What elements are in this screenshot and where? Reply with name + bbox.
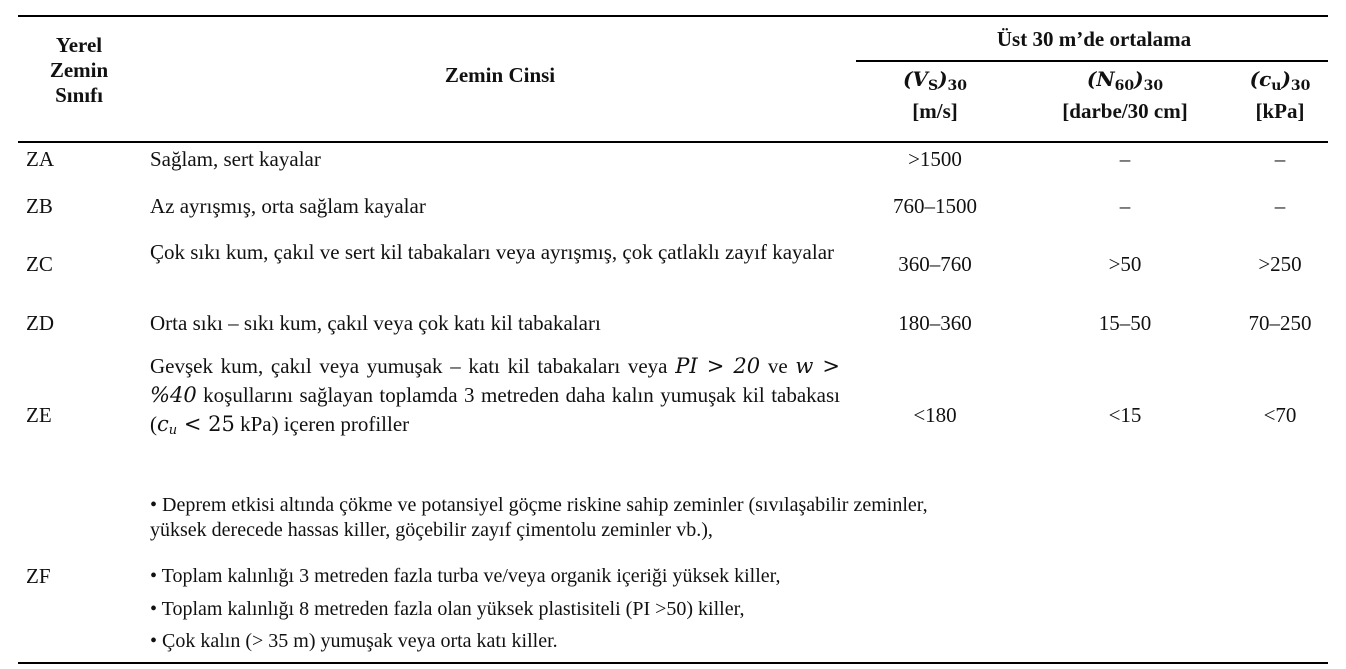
row-code: ZB <box>26 194 53 218</box>
row-vs30: <180 <box>913 403 957 427</box>
row-code: ZC <box>26 252 53 276</box>
row-n60: – <box>1119 147 1131 171</box>
n60-sub: 60 <box>1114 78 1135 94</box>
table-top-rule <box>18 15 1328 17</box>
list-item: • Çok kalın (> 35 m) yumuşak veya orta katı killer. <box>150 630 558 652</box>
list-item: • Deprem etkisi altında çökme ve potansiyel göçme riskine sahip zeminler (sıvılaşabilir zeminler, <box>150 494 928 516</box>
ze-text-and: ve <box>760 354 796 378</box>
header-local-class-line: Yerel <box>55 33 103 57</box>
n60-symbol: (N <box>1086 67 1115 91</box>
group-header-rule <box>856 60 1328 62</box>
row-description: Sağlam, sert kayalar <box>150 147 321 171</box>
vs-sub2: 30 <box>947 78 968 94</box>
row-code: ZA <box>26 147 54 171</box>
ze-condition-cu-value: < 25 <box>177 412 235 436</box>
row-cu30: >250 <box>1258 252 1302 276</box>
list-item-continuation: yüksek derecede hassas killer, göçebilir zayıf çimentolu zeminler vb.), <box>150 519 713 541</box>
row-n60: – <box>1119 194 1131 218</box>
ze-text-2: koşullarını sağlayan toplamda 3 metreden daha kalın yumuşak kil tabakası ( <box>150 383 840 436</box>
row-code: ZE <box>26 403 52 427</box>
header-local-class <box>24 33 134 108</box>
list-item: • Toplam kalınlığı 3 metreden fazla turba ve/veya organik içeriği yüksek killer, <box>150 565 781 587</box>
cu-unit: [kPa] <box>1255 99 1305 123</box>
header-n60 <box>1010 67 1240 124</box>
zf-description-list <box>150 493 1310 658</box>
header-soil-type: Zemin Cinsi <box>444 63 556 87</box>
vs-symbol: (V <box>902 67 928 91</box>
n60-unit: [darbe/30 cm] <box>1062 99 1188 123</box>
n60-close: ) <box>1134 67 1144 91</box>
vs-unit: [m/s] <box>912 99 958 123</box>
cu-close: ) <box>1281 67 1291 91</box>
row-description: Orta sıkı – sıkı kum, çakıl veya çok katı kil tabakaları <box>150 311 601 335</box>
cu-sub: u <box>1271 78 1282 94</box>
row-description: Çok sıkı kum, çakıl ve sert kil tabakaları veya ayrışmış, çok çatlaklı zayıf kayalar <box>150 240 835 264</box>
header-vs30 <box>860 67 1010 124</box>
row-code: ZD <box>26 311 54 335</box>
row-vs30: 360–760 <box>898 252 972 276</box>
row-n60: 15–50 <box>1098 311 1152 335</box>
ze-condition-cu-sub: u <box>168 423 178 438</box>
ze-condition-w: w > %40 <box>150 354 841 407</box>
header-bottom-rule <box>18 141 1328 143</box>
vs-close: ) <box>938 67 948 91</box>
ze-condition-cu: c <box>157 412 169 436</box>
header-group-title: Üst 30 m’de ortalama <box>996 27 1192 51</box>
ze-text-3: kPa) içeren profiller <box>234 412 410 436</box>
list-item: • Toplam kalınlığı 8 metreden fazla olan yüksek plastisiteli (PI >50) killer, <box>150 598 745 620</box>
row-n60: <15 <box>1108 403 1142 427</box>
row-cu30: – <box>1274 147 1286 171</box>
header-local-class-line: Sınıfı <box>55 83 103 107</box>
row-vs30: >1500 <box>908 147 962 171</box>
row-description-ze <box>150 352 840 445</box>
row-cu30: 70–250 <box>1248 311 1312 335</box>
ze-text-1: Gevşek kum, çakıl veya yumuşak – katı kil tabakaları veya <box>150 354 668 378</box>
row-vs30: 180–360 <box>898 311 972 335</box>
vs-sub: S <box>927 78 939 94</box>
cu-symbol: (c <box>1249 67 1272 91</box>
row-cu30: – <box>1274 194 1286 218</box>
row-description: Az ayrışmış, orta sağlam kayalar <box>150 194 426 218</box>
n60-sub2: 30 <box>1143 78 1164 94</box>
header-local-class-line: Zemin <box>49 58 109 82</box>
row-vs30: 760–1500 <box>893 194 977 218</box>
row-cu30: <70 <box>1263 403 1297 427</box>
row-n60: >50 <box>1108 252 1142 276</box>
cu-sub2: 30 <box>1290 78 1311 94</box>
header-cu30 <box>1230 67 1330 124</box>
ze-condition-pi: PI > 20 <box>675 354 761 378</box>
table-bottom-rule <box>18 662 1328 664</box>
row-code: ZF <box>26 564 51 588</box>
